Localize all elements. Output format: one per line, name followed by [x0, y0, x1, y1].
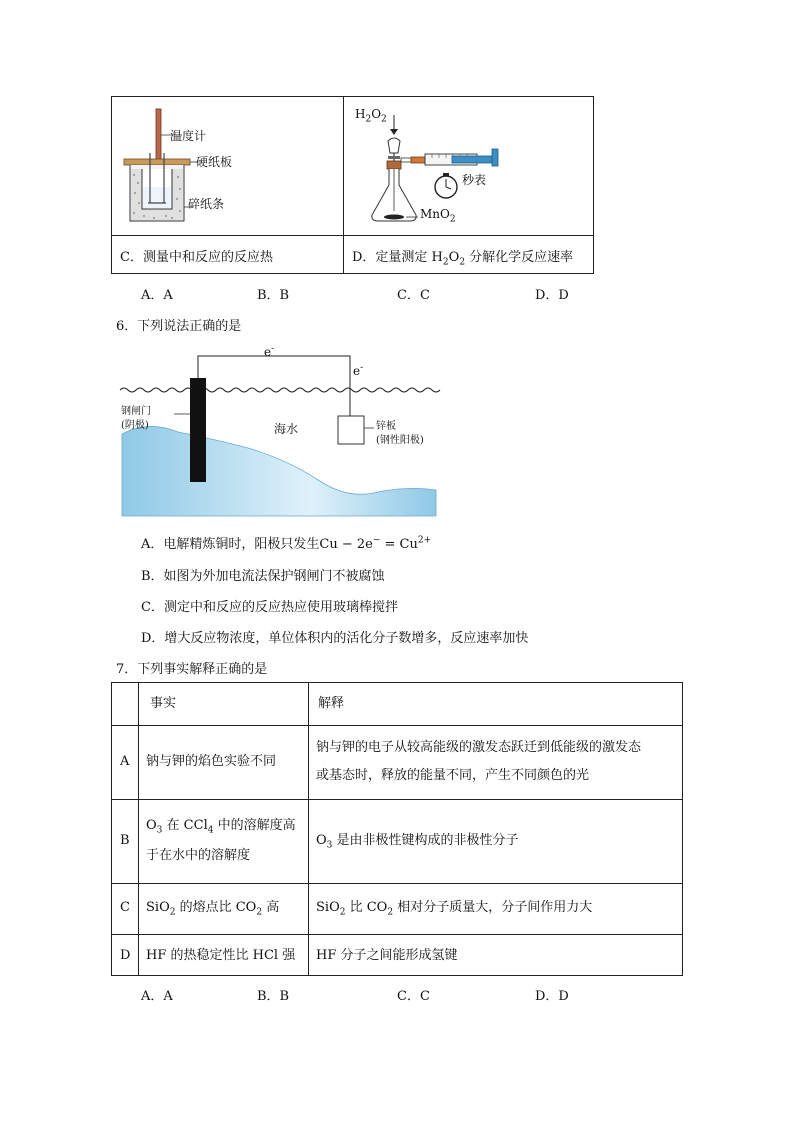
table-divider — [112, 883, 682, 884]
shredded-paper-label: 碎纸条 — [188, 197, 225, 211]
row-explain: 或基态时，释放的能量不同，产生不同颜色的光 — [316, 768, 590, 783]
q6-option-d[interactable]: D．增大反应物浓度，单位体积内的活化分子数增多，反应速率加快 — [141, 631, 529, 646]
option-c[interactable]: C．C — [397, 989, 430, 1004]
header-fact: 事实 — [150, 696, 177, 711]
row-letter: C — [120, 900, 130, 915]
cardboard-label: 硬纸板 — [196, 155, 233, 169]
cardboard-lid — [124, 159, 190, 165]
table-divider — [112, 799, 682, 800]
table-divider — [112, 725, 682, 726]
row-letter: B — [120, 833, 130, 848]
option-b[interactable]: B．B — [257, 288, 290, 303]
table-divider — [343, 97, 344, 273]
q5-option-table — [111, 96, 594, 274]
q6-stem: 6．下列说法正确的是 — [116, 319, 242, 334]
row-letter: D — [120, 948, 131, 963]
q6-option-a[interactable]: A．电解精炼铜时，阳极只发生$Cu - 2e^- = Cu^{2+}$ — [141, 535, 432, 552]
row-fact: $O_3$ 在 CCl$_4$ 中的溶解度高 — [146, 818, 296, 836]
stopwatch-label: 秒表 — [462, 173, 487, 187]
option-a[interactable]: A．A — [141, 989, 173, 1004]
gate-label: 钢闸门 (阴极) — [121, 406, 151, 431]
row-explain: HF 分子之间能形成氢键 — [316, 948, 458, 963]
table-divider — [112, 235, 593, 236]
row-fact: 钠与钾的焰色实验不同 — [146, 754, 277, 769]
q7-table — [111, 682, 683, 976]
q6-option-c[interactable]: C．测定中和反应的反应热应使用玻璃棒搅拌 — [141, 600, 398, 615]
row-explain: SiO$_2$ 比 $CO_2$ 相对分子质量大，分子间作用力大 — [316, 900, 593, 918]
q7-stem: 7．下列事实解释正确的是 — [116, 662, 268, 677]
row-explain: $O_3$ 是由非极性键构成的非极性分子 — [316, 833, 519, 851]
row-explain: 钠与钾的电子从较高能级的激发态跃迁到低能级的激发态 — [316, 740, 642, 755]
row-fact: HF 的热稳定性比 HCl 强 — [146, 948, 296, 963]
table-divider — [138, 683, 139, 975]
caption-c: C．测量中和反应的反应热 — [120, 250, 273, 265]
syringe-plunger — [452, 156, 492, 163]
row-fact: 于在水中的溶解度 — [146, 848, 251, 863]
option-c[interactable]: C．C — [397, 288, 430, 303]
option-d[interactable]: D．D — [535, 288, 569, 303]
row-letter: A — [120, 754, 130, 769]
caption-d: D．定量测定 $H_2O_2$ 分解化学反应速率 — [352, 250, 574, 268]
mno2-solid — [384, 215, 404, 220]
electron-label-top: e- — [264, 344, 275, 359]
option-b[interactable]: B．B — [257, 989, 290, 1004]
option-a[interactable]: A．A — [141, 288, 173, 303]
mno2-label: MnO$_2$ — [420, 207, 456, 225]
header-explain: 解释 — [318, 696, 345, 711]
seawater-label: 海水 — [274, 422, 299, 436]
zinc-plate — [338, 416, 364, 444]
row-fact: SiO$_2$ 的熔点比 $CO_2$ 高 — [146, 900, 280, 918]
electron-label-right: e- — [353, 363, 364, 378]
h2o2-rate-apparatus — [352, 101, 592, 231]
h2o2-label: $H_2O_2$ — [355, 107, 387, 125]
thermometer-label: 温度计 — [170, 129, 207, 143]
q6-option-b[interactable]: B．如图为外加电流法保护钢闸门不被腐蚀 — [141, 569, 385, 584]
option-d[interactable]: D．D — [535, 989, 569, 1004]
table-divider — [112, 934, 682, 935]
steel-gate — [190, 378, 206, 482]
table-divider — [308, 683, 309, 975]
zinc-label: 锌板 (钢性阳极) — [376, 421, 424, 446]
